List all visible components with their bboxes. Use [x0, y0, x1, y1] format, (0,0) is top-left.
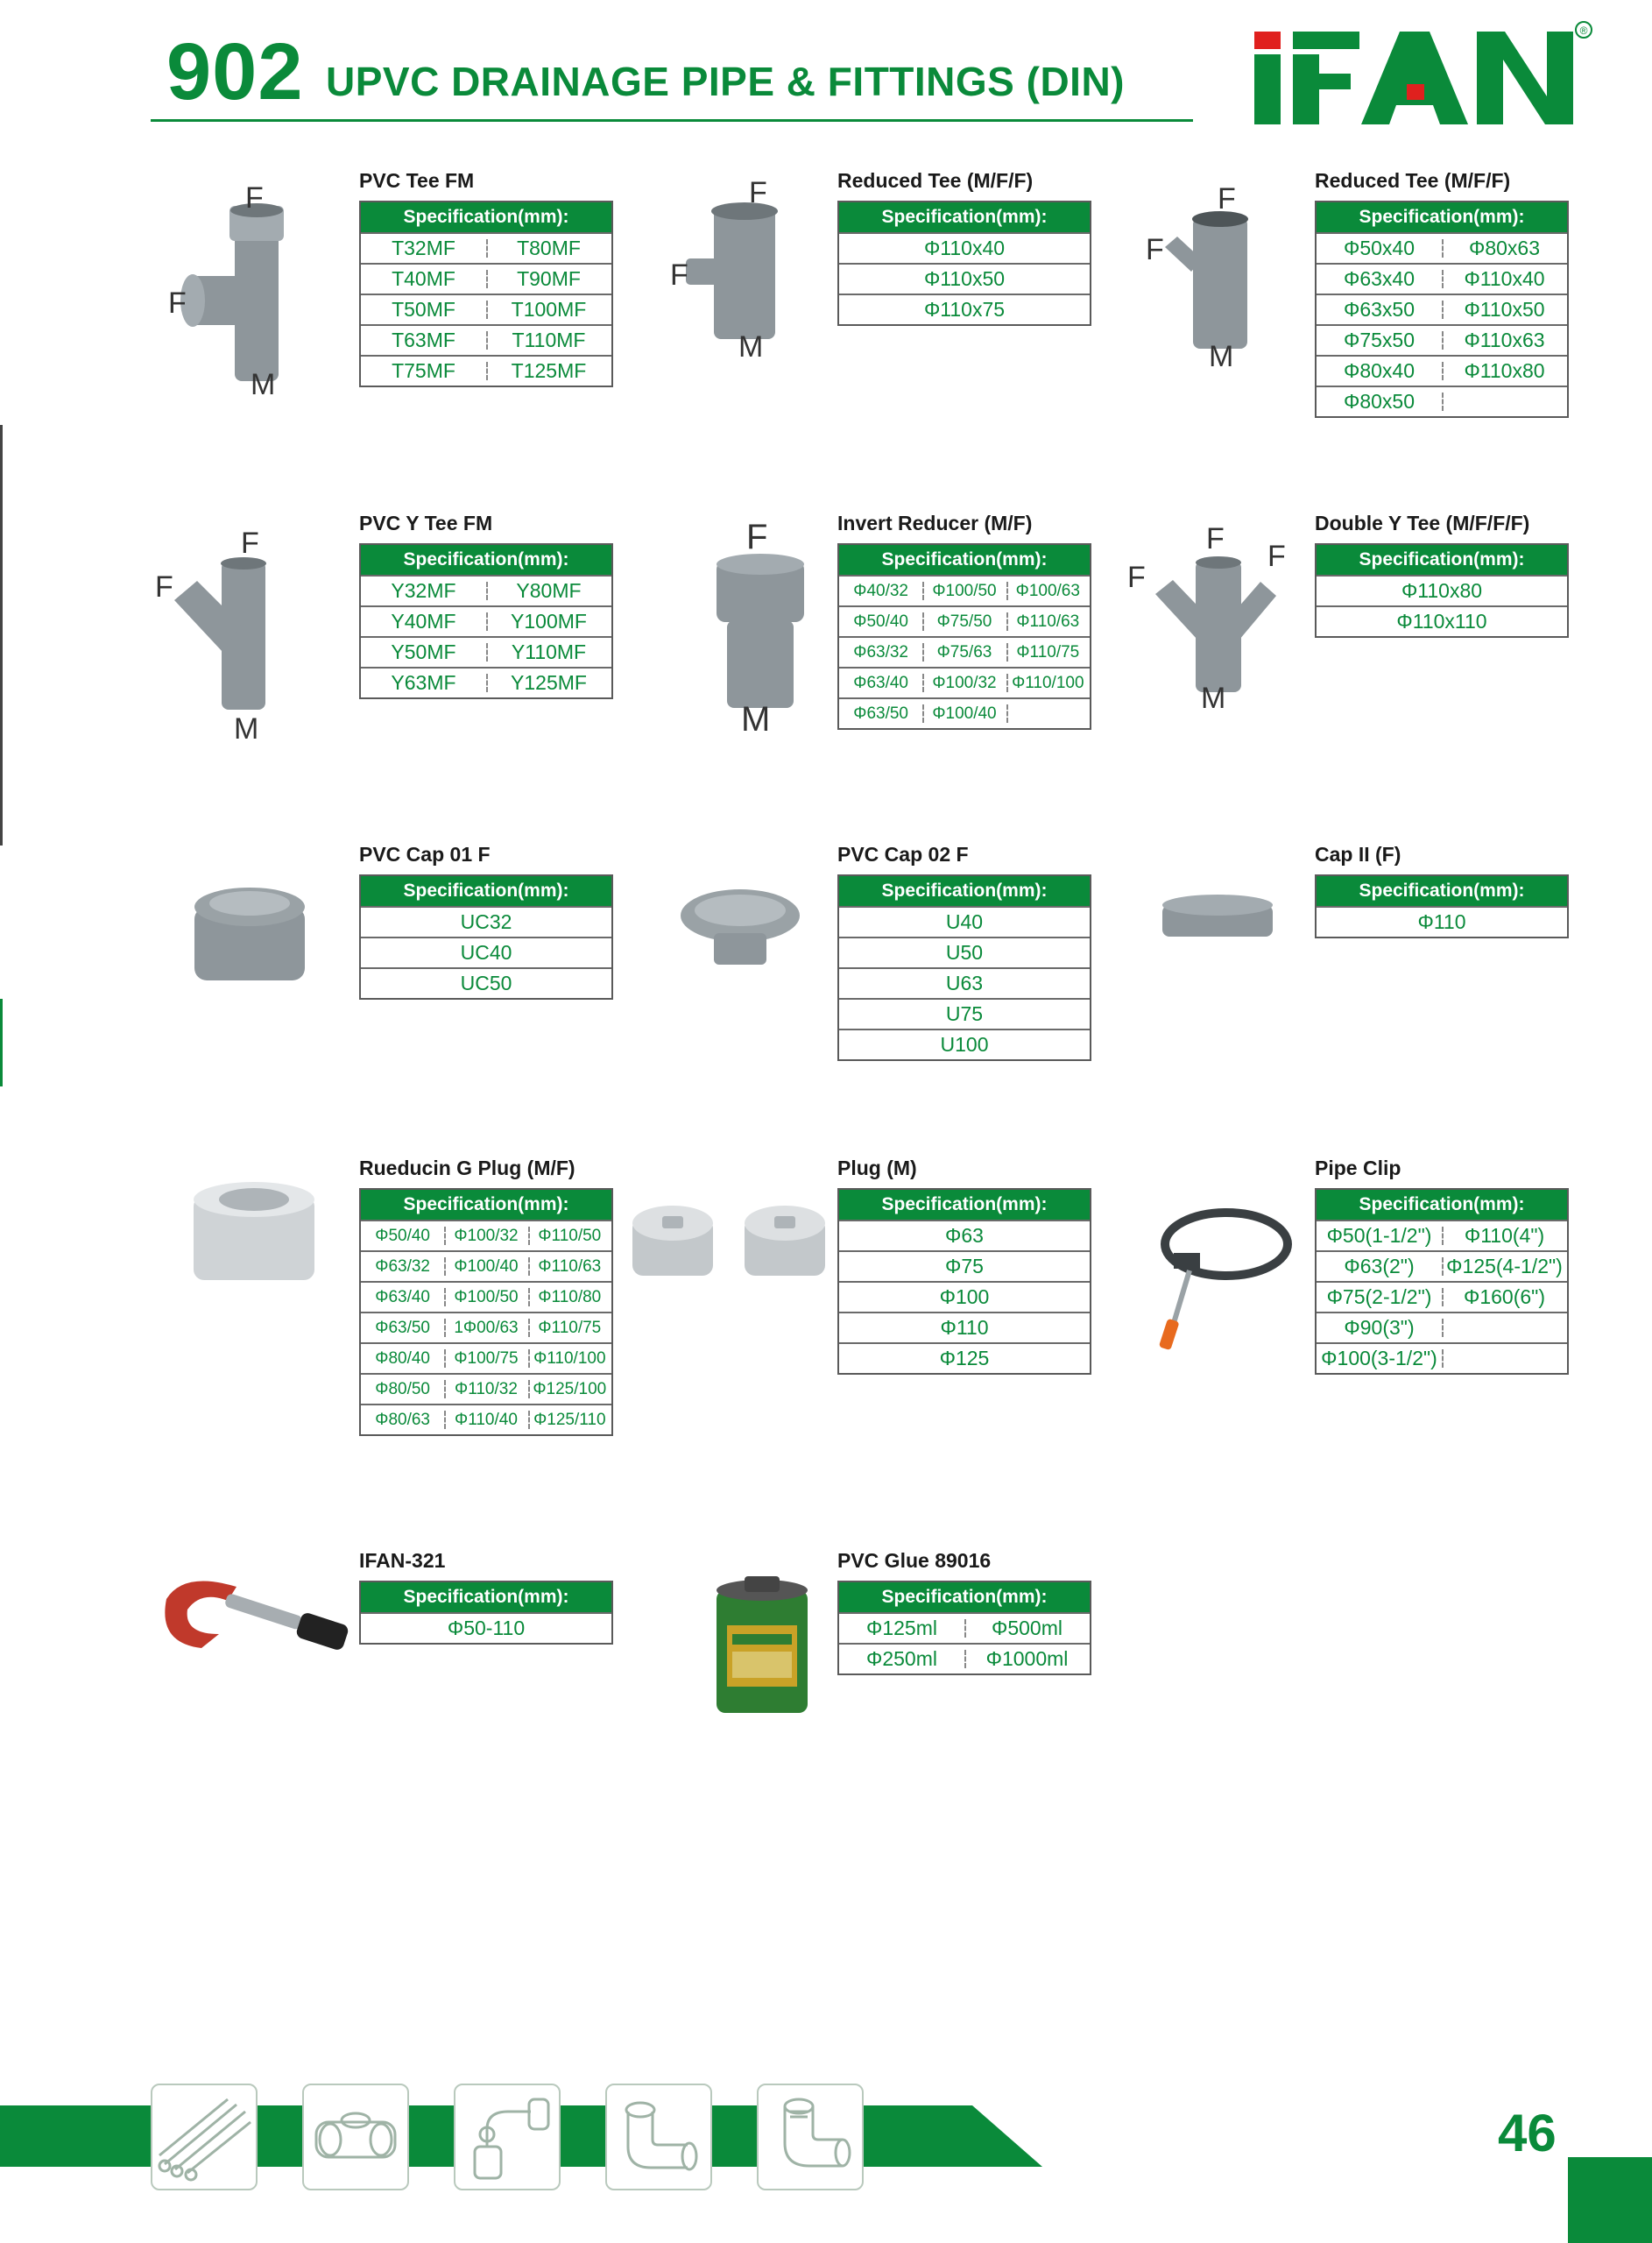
- spec-cell: Φ110x63: [1442, 326, 1567, 355]
- spec-row: [1317, 1312, 1567, 1342]
- spec-cell: Φ100/50: [444, 1283, 527, 1312]
- spec-cell: Φ75: [945, 1255, 984, 1277]
- elbow-thumbnail: [605, 2084, 712, 2190]
- tee-fitting-icon: [304, 2085, 407, 2189]
- spec-header: Specification(mm):: [1317, 876, 1567, 906]
- svg-text:M: M: [741, 700, 771, 736]
- spec-row: [361, 263, 611, 294]
- corner-block: [1568, 2157, 1652, 2243]
- svg-text:M: M: [234, 712, 259, 746]
- reduced-tee-image: [661, 171, 837, 364]
- spec-cell: Φ63/50: [375, 1319, 431, 1337]
- spec-table: [837, 543, 1091, 730]
- spec-row: [361, 1404, 611, 1434]
- spec-cell: Φ160(6"): [1442, 1283, 1567, 1312]
- spec-row: [839, 1312, 1090, 1342]
- spec-row: [1317, 605, 1567, 636]
- product-title: Cap II (F): [1315, 843, 1401, 866]
- spec-table: [837, 874, 1091, 1061]
- spec-cell: Φ250ml: [866, 1647, 937, 1670]
- spec-row: [839, 1220, 1090, 1250]
- product-title: PVC Y Tee FM: [359, 512, 493, 534]
- spec-cell: Φ40/32: [853, 582, 909, 600]
- spec-row: [1317, 575, 1567, 605]
- valve-elbow-thumbnail: [454, 2084, 561, 2190]
- spec-row: [361, 967, 611, 998]
- spec-cell: T40MF: [392, 267, 455, 290]
- product-title: Invert Reducer (M/F): [837, 512, 1033, 534]
- spec-cell: Φ80/40: [375, 1349, 431, 1368]
- spec-cell: Φ110x40: [1442, 265, 1567, 294]
- spec-cell: Φ110x50: [1442, 295, 1567, 324]
- spec-cell: Φ110x75: [923, 298, 1006, 321]
- spec-header: Specification(mm):: [1317, 1190, 1567, 1220]
- spec-header: Specification(mm):: [839, 202, 1090, 232]
- spec-cell: Φ100/32: [444, 1221, 527, 1250]
- spec-row: [361, 1281, 611, 1312]
- spec-cell: Φ75x50: [1343, 329, 1415, 351]
- spec-row: [839, 667, 1090, 697]
- section-title: UPVC DRAINAGE PIPE & FITTINGS (DIN): [326, 59, 1125, 104]
- spec-cell: Φ63/50: [853, 704, 909, 723]
- product-title: Double Y Tee (M/F/F/F): [1315, 512, 1530, 534]
- spec-cell: Φ100/75: [444, 1344, 527, 1373]
- product-title: PVC Tee FM: [359, 169, 475, 192]
- spec-cell: Φ110/100: [1006, 669, 1090, 697]
- svg-text:F: F: [168, 287, 187, 320]
- spec-row: [839, 232, 1090, 263]
- spec-row: [361, 1250, 611, 1281]
- spec-cell: Φ63(2"): [1344, 1255, 1415, 1277]
- spec-cell: Φ110/50: [528, 1221, 611, 1250]
- plug-m-image: [629, 1199, 830, 1286]
- spec-cell: U50: [945, 941, 984, 964]
- spec-row: [839, 1643, 1090, 1673]
- spec-row: [361, 667, 611, 697]
- threaded-elbow-thumbnail: [757, 2084, 864, 2190]
- spec-cell: Φ110: [1417, 910, 1466, 933]
- spec-cell: U40: [945, 910, 984, 933]
- product-title: Reduced Tee (M/F/F): [1315, 169, 1511, 192]
- svg-text:M: M: [738, 330, 764, 364]
- ifan-logo: [1251, 19, 1592, 130]
- spec-cell: T63MF: [392, 329, 455, 351]
- spec-row: [361, 294, 611, 324]
- spec-table: [359, 201, 613, 387]
- spec-row: [1317, 294, 1567, 324]
- svg-text:F: F: [241, 527, 259, 560]
- spec-row: [1317, 906, 1567, 937]
- spec-cell: Φ100/40: [922, 699, 1006, 728]
- spec-cell: Φ125ml: [866, 1617, 937, 1639]
- spec-cell: Φ110/80: [528, 1283, 611, 1312]
- spec-cell: Φ100/50: [922, 577, 1006, 605]
- spec-row: [361, 1220, 611, 1250]
- spec-cell: Φ50x40: [1343, 237, 1415, 259]
- product-title: PVC Cap 02 F: [837, 843, 969, 866]
- spec-cell: Φ80/50: [375, 1380, 431, 1398]
- spec-cell: Φ63x50: [1343, 298, 1415, 321]
- spec-cell: Φ100/40: [444, 1252, 527, 1281]
- spec-row: [1317, 1220, 1567, 1250]
- spec-cell: Φ50/40: [853, 612, 909, 631]
- product-title: Rueducin G Plug (M/F): [359, 1157, 575, 1179]
- spec-cell: Φ110x80: [1442, 357, 1567, 386]
- spec-row: [361, 636, 611, 667]
- svg-text:F: F: [1267, 540, 1286, 573]
- spec-cell: Φ110x50: [923, 267, 1006, 290]
- svg-text:F: F: [1218, 182, 1236, 216]
- spec-cell: Φ63/40: [375, 1288, 431, 1306]
- spec-cell: Φ63x40: [1343, 267, 1415, 290]
- spec-cell: Y100MF: [486, 607, 611, 636]
- spec-cell: 1Φ00/63: [444, 1313, 527, 1342]
- spec-cell: Φ110/63: [1006, 607, 1090, 636]
- spec-cell: U63: [945, 972, 984, 994]
- spec-cell: Φ50-110: [447, 1617, 526, 1639]
- spec-row: [1317, 1250, 1567, 1281]
- spec-cell: Φ110/63: [528, 1252, 611, 1281]
- svg-text:F: F: [155, 570, 173, 604]
- spec-cell: Φ50(1-1/2"): [1326, 1224, 1432, 1247]
- spec-cell: Φ90(3"): [1344, 1316, 1415, 1339]
- spec-cell: U75: [945, 1002, 984, 1025]
- spec-table: [359, 543, 613, 699]
- cap-02-f-image: [674, 881, 806, 977]
- product-title: IFAN-321: [359, 1549, 446, 1572]
- spec-row: [1317, 324, 1567, 355]
- tee-fm-image: [158, 171, 333, 407]
- spec-header: Specification(mm):: [361, 876, 611, 906]
- spec-row: [361, 1612, 611, 1643]
- spec-row: [361, 605, 611, 636]
- spec-header: Specification(mm):: [361, 202, 611, 232]
- spec-cell: Φ63: [945, 1224, 984, 1247]
- spec-row: [839, 575, 1090, 605]
- spec-cell: Y50MF: [391, 640, 456, 663]
- product-title: Plug (M): [837, 1157, 917, 1179]
- spec-row: [361, 1342, 611, 1373]
- spec-table: [837, 201, 1091, 326]
- spec-cell: Φ80x63: [1442, 234, 1567, 263]
- spec-row: [1317, 355, 1567, 386]
- edge-mark: [0, 425, 3, 846]
- spec-cell: Y110MF: [486, 638, 611, 667]
- spec-row: [361, 906, 611, 937]
- spec-row: [839, 605, 1090, 636]
- spec-cell: Φ110: [940, 1316, 989, 1339]
- svg-text:F: F: [1146, 233, 1164, 266]
- spec-row: [839, 906, 1090, 937]
- spec-cell: T75MF: [392, 359, 455, 382]
- spec-cell: Φ500ml: [964, 1614, 1090, 1643]
- spec-cell: Y80MF: [486, 577, 611, 605]
- spec-row: [361, 937, 611, 967]
- spec-table: [1315, 1188, 1569, 1375]
- spec-cell: Φ110x110: [1396, 610, 1487, 633]
- spec-row: [839, 1250, 1090, 1281]
- spec-cell: Φ110/75: [528, 1313, 611, 1342]
- spec-header: Specification(mm):: [839, 1582, 1090, 1612]
- spec-cell: T80MF: [486, 234, 611, 263]
- valve-elbow-icon: [455, 2085, 559, 2189]
- svg-text:®: ®: [1579, 25, 1588, 37]
- spec-row: [839, 1342, 1090, 1373]
- spec-cell: Φ80/63: [375, 1411, 431, 1429]
- svg-text:F: F: [245, 181, 264, 215]
- spec-row: [839, 263, 1090, 294]
- spec-cell: Φ80x50: [1343, 390, 1415, 413]
- threaded-elbow-icon: [759, 2085, 862, 2189]
- spec-cell: Φ110/75: [1006, 638, 1090, 667]
- spec-row: [1317, 1281, 1567, 1312]
- spec-cell: Φ63/40: [853, 674, 909, 692]
- spec-cell: Y125MF: [486, 669, 611, 697]
- spec-table: [837, 1188, 1091, 1375]
- spec-cell: Φ75/50: [922, 607, 1006, 636]
- spec-cell: Φ1000ml: [964, 1645, 1090, 1673]
- spec-row: [1317, 386, 1567, 416]
- spec-cell: UC50: [460, 972, 512, 994]
- pipes-icon: [152, 2085, 256, 2189]
- spec-row: [839, 937, 1090, 967]
- spec-cell: UC32: [460, 910, 512, 933]
- spec-cell: Φ110/32: [444, 1375, 527, 1404]
- spec-cell: Φ80x40: [1343, 359, 1415, 382]
- spec-header: Specification(mm):: [361, 1190, 611, 1220]
- spec-row: [361, 1373, 611, 1404]
- spec-cell: Φ100/32: [922, 669, 1006, 697]
- spec-table: [359, 874, 613, 1000]
- spec-cell: [1442, 1313, 1567, 1342]
- spec-row: [1317, 232, 1567, 263]
- spec-row: [361, 1312, 611, 1342]
- double-y-tee-image: [1126, 517, 1301, 718]
- invert-reducer-image: [701, 517, 823, 736]
- spec-cell: Y63MF: [391, 671, 456, 694]
- header-rule: [151, 119, 1193, 122]
- spec-cell: Φ125: [939, 1347, 990, 1369]
- spec-cell: T110MF: [486, 326, 611, 355]
- page-number: 46: [1498, 2104, 1557, 2162]
- edge-mark: [0, 999, 3, 1086]
- y-tee-fm-image: [153, 521, 311, 749]
- cap-ii-f-image: [1161, 889, 1274, 946]
- product-title: Pipe Clip: [1315, 1157, 1401, 1179]
- spec-row: [361, 575, 611, 605]
- reduced-tee-angled-image: [1139, 175, 1288, 372]
- spec-cell: Φ63/32: [853, 643, 909, 662]
- page-header: [0, 0, 1652, 131]
- spec-cell: Y40MF: [391, 610, 456, 633]
- section-number: 902: [166, 27, 304, 117]
- spec-table: [1315, 201, 1569, 418]
- spec-table: [837, 1581, 1091, 1675]
- spec-cell: Φ75/63: [922, 638, 1006, 667]
- spec-header: Specification(mm):: [361, 545, 611, 575]
- spec-cell: T32MF: [392, 237, 455, 259]
- spec-cell: T50MF: [392, 298, 455, 321]
- tee-thumbnail: [302, 2084, 409, 2190]
- spec-cell: U100: [940, 1033, 989, 1056]
- spec-cell: Φ125/100: [528, 1375, 611, 1404]
- spec-cell: Φ110(4"): [1442, 1221, 1567, 1250]
- product-title: Reduced Tee (M/F/F): [837, 169, 1034, 192]
- spec-cell: T125MF: [486, 357, 611, 386]
- spec-cell: Φ75(2-1/2"): [1326, 1285, 1432, 1308]
- spec-cell: UC40: [460, 941, 512, 964]
- pipes-thumbnail: [151, 2084, 258, 2190]
- spec-header: Specification(mm):: [361, 1582, 611, 1612]
- spec-table: [359, 1188, 613, 1436]
- spec-row: [839, 967, 1090, 998]
- spec-cell: Φ110/40: [444, 1405, 527, 1434]
- pipe-clip-image: [1139, 1200, 1296, 1358]
- spec-row: [361, 355, 611, 386]
- spec-row: [1317, 1342, 1567, 1373]
- spec-cell: Φ110x80: [1401, 579, 1483, 602]
- reducing-plug-image: [188, 1178, 320, 1288]
- spec-row: [361, 232, 611, 263]
- product-title: PVC Glue 89016: [837, 1549, 992, 1572]
- spec-header: Specification(mm):: [1317, 545, 1567, 575]
- elbow-icon: [607, 2085, 710, 2189]
- svg-text:M: M: [251, 368, 276, 401]
- spec-cell: Φ63/32: [375, 1257, 431, 1276]
- spec-row: [361, 324, 611, 355]
- spec-cell: Φ50/40: [375, 1227, 431, 1245]
- spec-header: Specification(mm):: [1317, 202, 1567, 232]
- spec-table: [359, 1581, 613, 1645]
- spec-cell: Φ100(3-1/2"): [1321, 1347, 1437, 1369]
- spec-row: [839, 697, 1090, 728]
- spec-cell: [1442, 387, 1567, 416]
- svg-text:F: F: [749, 176, 767, 209]
- spec-cell: [1006, 699, 1090, 728]
- spec-cell: [1442, 1344, 1567, 1373]
- spec-cell: Φ125/110: [528, 1405, 611, 1434]
- spec-cell: Y32MF: [391, 579, 456, 602]
- svg-text:M: M: [1209, 340, 1234, 372]
- spec-header: Specification(mm):: [839, 1190, 1090, 1220]
- spec-header: Specification(mm):: [839, 876, 1090, 906]
- spec-cell: Φ110x40: [923, 237, 1006, 259]
- pvc-glue-can-image: [710, 1573, 815, 1722]
- spec-row: [839, 1029, 1090, 1059]
- spec-cell: Φ100: [939, 1285, 990, 1308]
- spec-row: [839, 998, 1090, 1029]
- spec-row: [839, 294, 1090, 324]
- spec-row: [839, 636, 1090, 667]
- spec-cell: T100MF: [486, 295, 611, 324]
- spec-row: [839, 1281, 1090, 1312]
- spec-cell: Φ125(4-1/2"): [1442, 1252, 1567, 1281]
- svg-text:F: F: [746, 518, 768, 556]
- svg-text:F: F: [670, 258, 688, 292]
- svg-text:F: F: [1206, 522, 1225, 555]
- cap-01-f-image: [184, 872, 315, 994]
- spec-row: [839, 1612, 1090, 1643]
- spec-table: [1315, 874, 1569, 938]
- pipe-cutter-image: [149, 1564, 355, 1669]
- spec-cell: T90MF: [486, 265, 611, 294]
- svg-text:M: M: [1201, 682, 1226, 715]
- spec-cell: Φ110/100: [528, 1344, 611, 1373]
- spec-cell: Φ100/63: [1006, 577, 1090, 605]
- spec-row: [1317, 263, 1567, 294]
- product-title: PVC Cap 01 F: [359, 843, 491, 866]
- spec-table: [1315, 543, 1569, 638]
- spec-header: Specification(mm):: [839, 545, 1090, 575]
- svg-text:F: F: [1127, 561, 1146, 594]
